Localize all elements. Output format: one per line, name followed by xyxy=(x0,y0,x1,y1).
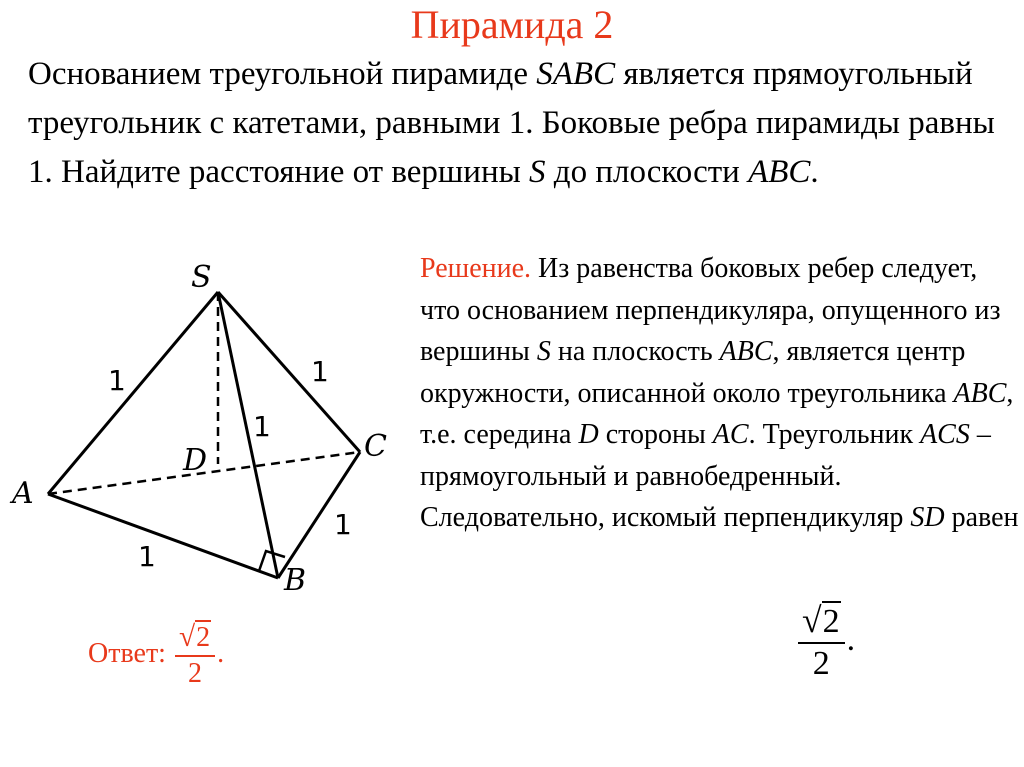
edge-label-sa: 1 xyxy=(108,364,126,397)
solution-v4: D xyxy=(578,419,599,450)
answer-sqrt-icon: √ xyxy=(178,621,196,653)
plane-name: ABC xyxy=(748,154,811,190)
edge-ab xyxy=(48,494,278,578)
solution-t4: , т.е. середина xyxy=(420,377,1014,450)
vertex-label-c: C xyxy=(364,429,387,464)
problem-text-4: . xyxy=(810,154,819,190)
solution-v1: S xyxy=(536,336,551,367)
sqrt-icon: √ xyxy=(802,600,822,640)
solution-v3: ABC xyxy=(953,377,1007,409)
edge-label-sc: 1 xyxy=(311,355,329,388)
solution-t8: равен xyxy=(944,502,1019,533)
problem-statement xyxy=(28,50,1008,197)
vertex-label-s: S xyxy=(191,260,212,295)
result-dot: . xyxy=(846,620,856,658)
problem-text-2: является прямоугольный треугольник с катетами, равными 1. Боковые ребра пирамиды равны 1. Найдите расстояние от вершины xyxy=(28,56,995,190)
solution-v6: ACS xyxy=(920,419,970,450)
answer-label: Ответ: xyxy=(88,637,166,669)
solution-t2: на плоскость xyxy=(550,336,720,367)
vertex-label-b: B xyxy=(284,563,307,598)
answer-numerator xyxy=(175,620,215,655)
answer xyxy=(88,620,224,691)
slide-title: Пирамида 2 xyxy=(410,2,614,47)
vertex-name: S xyxy=(529,154,546,190)
result-denominator: 2 xyxy=(812,645,830,682)
edge-label-bc: 1 xyxy=(334,508,352,541)
edge-label-sb: 1 xyxy=(253,410,271,443)
vertex-label-d: D xyxy=(183,443,208,478)
solution-v2: ABC xyxy=(719,336,773,367)
answer-frac xyxy=(175,620,215,691)
result-frac xyxy=(798,600,845,684)
solution-t7: – прямоугольный и равнобедренный. Следовательно, искомый перпендикуляр xyxy=(420,419,991,533)
answer-denominator: 2 xyxy=(188,658,203,689)
solution-v5: AC xyxy=(712,419,749,450)
solution-t5: стороны xyxy=(598,419,713,450)
vertex-label-a: A xyxy=(12,476,34,511)
solution-text xyxy=(420,248,1020,539)
pyramid-name: SABC xyxy=(536,56,616,92)
right-angle-marker xyxy=(259,551,285,571)
solution-t6: . Треугольник xyxy=(748,419,921,450)
solution-label: Решение. xyxy=(420,253,532,284)
edge-label-ab: 1 xyxy=(138,540,156,573)
solution-v7: SD xyxy=(910,502,945,533)
answer-radicand: 2 xyxy=(196,622,211,653)
answer-dot: . xyxy=(217,637,225,669)
pyramid-diagram xyxy=(0,240,410,610)
result-numerator xyxy=(798,600,845,642)
problem-text-3: до плоскости xyxy=(545,154,749,190)
edge-sc xyxy=(218,292,360,452)
solution-t3: , является центр окружности, описанной около треугольника xyxy=(420,336,966,409)
solution-t1: Из равенства боковых ребер следует, что основанием перпендикуляра, опущенного из вершины xyxy=(420,253,1001,367)
problem-text-1: Основанием треугольной пирамиде xyxy=(28,56,537,92)
result-radicand: 2 xyxy=(822,603,840,640)
result-fraction xyxy=(796,600,855,684)
